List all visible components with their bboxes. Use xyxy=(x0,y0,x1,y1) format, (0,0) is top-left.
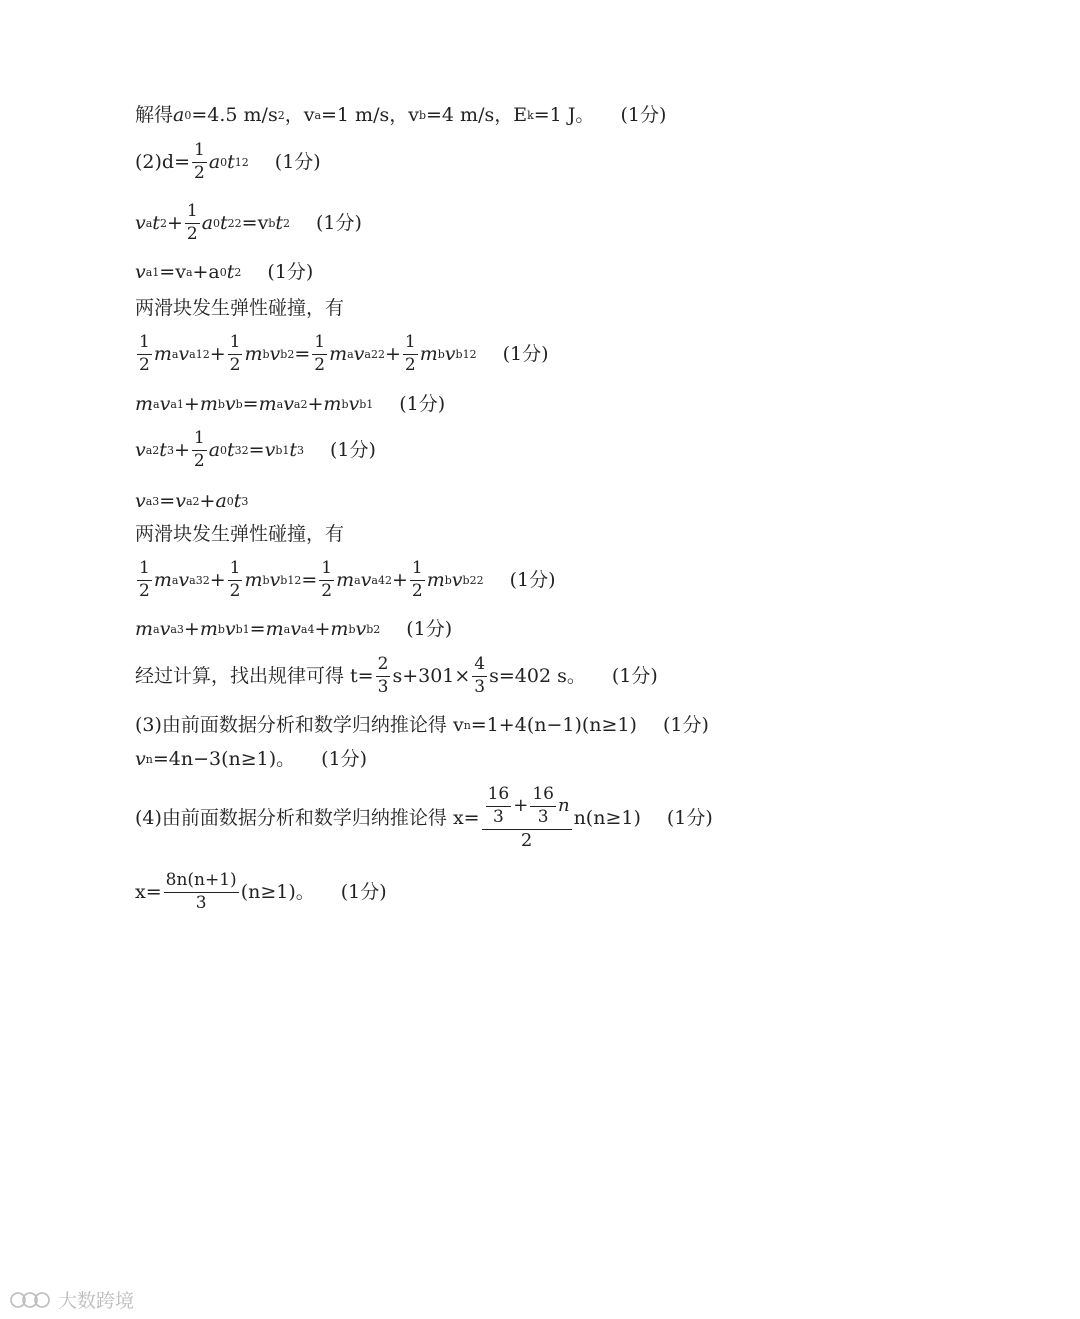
sup: 2 xyxy=(384,573,392,587)
sub: 1 xyxy=(234,155,242,169)
var: m xyxy=(135,618,154,640)
var: m xyxy=(199,393,218,415)
sub: a xyxy=(276,398,284,411)
var: v xyxy=(355,618,367,640)
var: m xyxy=(153,568,172,591)
sub: b xyxy=(217,623,225,636)
sub: a xyxy=(185,266,193,279)
watermark-text: 大数跨境 xyxy=(58,1290,135,1312)
var: v xyxy=(178,568,190,591)
op: + xyxy=(183,393,200,415)
sub: a xyxy=(354,573,361,587)
sub: b xyxy=(217,398,225,411)
var: v xyxy=(135,748,146,770)
num: 1 xyxy=(403,334,418,355)
var: v xyxy=(360,568,372,591)
sub: a2 xyxy=(185,495,200,508)
text: =1 J。 xyxy=(533,104,595,126)
score-label: (1分) xyxy=(340,880,387,903)
var: v xyxy=(283,393,294,415)
var: v xyxy=(175,490,186,512)
var: v xyxy=(290,618,301,640)
momentum-eq-2 xyxy=(135,620,452,639)
num: 1 xyxy=(192,142,207,163)
sub: k xyxy=(527,109,534,122)
fraction xyxy=(403,334,418,375)
var: m xyxy=(419,342,438,365)
sub: b xyxy=(437,347,445,361)
var: v xyxy=(135,438,146,461)
var: t xyxy=(226,261,235,283)
sub: a4 xyxy=(371,573,385,587)
var: t xyxy=(289,438,297,461)
fraction xyxy=(228,334,243,375)
sub: 0 xyxy=(184,109,192,122)
den: 2 xyxy=(520,829,533,851)
sub: b xyxy=(262,573,270,587)
sub: a xyxy=(314,109,321,122)
var: v xyxy=(135,211,146,234)
den: 2 xyxy=(314,354,326,375)
num: 1 xyxy=(228,560,243,581)
op: + xyxy=(199,490,216,512)
fraction xyxy=(228,560,243,601)
sub: b1 xyxy=(455,347,470,361)
den: 2 xyxy=(139,580,150,601)
var: v xyxy=(178,342,190,365)
sub: a3 xyxy=(145,495,160,508)
sub: b xyxy=(268,216,276,230)
fraction xyxy=(164,872,239,913)
var: m xyxy=(258,393,277,415)
sup: 2 xyxy=(277,109,285,122)
fraction xyxy=(472,656,487,697)
var: v xyxy=(135,490,146,512)
text: =1 m/s，v xyxy=(321,104,419,126)
watermark xyxy=(10,1286,134,1313)
den: 2 xyxy=(404,354,416,375)
score-label: (1分) xyxy=(330,438,376,461)
sub: a xyxy=(145,216,153,230)
op: + xyxy=(513,794,529,816)
sub: b2 xyxy=(462,573,477,587)
op: + xyxy=(307,393,324,415)
score-label: (1分) xyxy=(620,104,667,126)
sub: b1 xyxy=(359,398,374,411)
num: 1 xyxy=(228,334,243,355)
score-label: (1分) xyxy=(316,211,362,234)
num: 1 xyxy=(312,334,327,355)
var: a xyxy=(215,490,227,512)
text: =1+4(n−1)(n≥1) xyxy=(470,714,637,736)
sub: 2 xyxy=(227,216,235,230)
sub: a3 xyxy=(189,573,203,587)
sub: a xyxy=(153,623,160,636)
text: 经过计算，找出规律可得 t= xyxy=(135,664,374,687)
var: v xyxy=(348,393,360,415)
text: +a xyxy=(192,261,220,283)
den: 3 xyxy=(537,806,549,827)
score-label: (1分) xyxy=(509,568,556,591)
den: 2 xyxy=(193,450,205,471)
den: 2 xyxy=(229,580,241,601)
var: a xyxy=(201,211,214,234)
sub: b1 xyxy=(235,623,250,636)
sub: a xyxy=(171,573,179,587)
text: =4 m/s，E xyxy=(426,104,528,126)
var: m xyxy=(323,393,342,415)
sub: a xyxy=(283,623,291,636)
fraction xyxy=(192,430,207,471)
var: m xyxy=(265,618,284,640)
op: + xyxy=(183,618,200,640)
sub: b xyxy=(444,573,452,587)
sub: a1 xyxy=(170,398,184,411)
sub: 2 xyxy=(283,216,290,230)
sub: 3 xyxy=(234,443,242,457)
var: v xyxy=(353,342,365,365)
num: 2 xyxy=(376,656,391,677)
score-label: (1分) xyxy=(666,806,713,829)
den: 3 xyxy=(377,676,389,697)
text: =v xyxy=(241,211,269,234)
sub: b xyxy=(348,623,356,636)
var: m xyxy=(330,618,349,640)
sub: 0 xyxy=(220,155,228,169)
var: m xyxy=(426,568,445,591)
sub: b1 xyxy=(275,443,290,457)
equation-va1 xyxy=(135,263,313,282)
time-result-line xyxy=(135,656,658,697)
sup: 2 xyxy=(241,443,249,457)
var: m xyxy=(244,342,263,365)
sup: 2 xyxy=(202,573,210,587)
var: v xyxy=(269,342,281,365)
den: 2 xyxy=(139,354,150,375)
text: 解得 xyxy=(135,104,174,126)
score-label: (1分) xyxy=(399,393,446,415)
score-label: (1分) xyxy=(611,664,658,687)
text: =4.5 m/s xyxy=(191,104,278,126)
fraction xyxy=(319,560,334,601)
den: 3 xyxy=(195,892,207,913)
op: + xyxy=(209,568,226,591)
compound-fraction xyxy=(482,786,572,851)
var: v xyxy=(135,261,146,283)
momentum-eq-1 xyxy=(135,395,445,414)
num: 1 xyxy=(192,430,207,451)
sub: n xyxy=(463,719,471,732)
sub: a xyxy=(347,347,354,361)
score-label: (1分) xyxy=(321,748,368,770)
num: 8n(n+1) xyxy=(164,872,239,893)
var: v xyxy=(269,568,281,591)
sub: a3 xyxy=(170,623,184,636)
var: v xyxy=(159,618,171,640)
sup: 2 xyxy=(294,573,302,587)
sub: 0 xyxy=(226,495,234,508)
var: t xyxy=(233,490,242,512)
var: a xyxy=(208,150,221,173)
fraction xyxy=(410,560,425,601)
var: v xyxy=(451,568,463,591)
den: 2 xyxy=(186,223,198,244)
sub: 0 xyxy=(220,443,228,457)
sub: a xyxy=(153,398,160,411)
sub: b xyxy=(341,398,349,411)
text: s=402 s。 xyxy=(489,664,586,687)
sub: a xyxy=(171,347,179,361)
sub: 2 xyxy=(234,266,242,279)
equation-va3 xyxy=(135,492,248,511)
var: t xyxy=(227,150,235,173)
var: v xyxy=(264,438,276,461)
sub: a2 xyxy=(145,443,160,457)
sub: 2 xyxy=(159,216,167,230)
var: m xyxy=(336,568,355,591)
sup: 2 xyxy=(234,216,242,230)
var: m xyxy=(153,342,172,365)
sub: a4 xyxy=(300,623,315,636)
op: = xyxy=(159,490,176,512)
text: (n≥1)。 xyxy=(240,880,315,903)
var: v xyxy=(159,393,171,415)
score-label: (1分) xyxy=(502,342,549,365)
sub: a2 xyxy=(293,398,308,411)
sub: b1 xyxy=(280,573,295,587)
fraction xyxy=(185,203,200,244)
num xyxy=(482,786,572,830)
text: x= xyxy=(135,880,162,903)
op: + xyxy=(391,568,408,591)
fraction xyxy=(312,334,327,375)
var: v xyxy=(444,342,456,365)
score-label: (1分) xyxy=(406,618,453,640)
sup: 2 xyxy=(202,347,210,361)
num: 16 xyxy=(486,786,512,807)
equation-d xyxy=(135,142,321,183)
var: v xyxy=(224,618,236,640)
var: a xyxy=(208,438,221,461)
fraction xyxy=(486,786,512,827)
var: t xyxy=(159,438,167,461)
sup: 2 xyxy=(469,347,477,361)
den: 2 xyxy=(321,580,333,601)
var: t xyxy=(227,438,235,461)
fraction xyxy=(530,786,556,827)
num: 1 xyxy=(410,560,425,581)
sub: 3 xyxy=(166,443,174,457)
sub: b xyxy=(418,109,426,122)
sup: 2 xyxy=(241,155,249,169)
sub: 3 xyxy=(241,495,249,508)
collision-text-1 xyxy=(135,299,344,318)
text: (4)由前面数据分析和数学归纳推论得 x= xyxy=(135,806,480,829)
sub: 0 xyxy=(213,216,221,230)
sub: a2 xyxy=(364,347,378,361)
var: m xyxy=(135,393,154,415)
var: n xyxy=(557,794,570,816)
score-label: (1分) xyxy=(274,150,321,173)
fraction xyxy=(137,560,152,601)
op: = xyxy=(301,568,318,591)
var: m xyxy=(199,618,218,640)
sup: 2 xyxy=(476,573,484,587)
text: (2)d= xyxy=(135,150,190,173)
text: =4n−3(n≥1)。 xyxy=(152,748,296,770)
result-line-1 xyxy=(135,106,666,125)
op: + xyxy=(166,211,183,234)
sub: b xyxy=(262,347,270,361)
sub: n xyxy=(145,753,153,766)
sub: 0 xyxy=(219,266,227,279)
collision-text-2 xyxy=(135,525,344,544)
var: t xyxy=(220,211,228,234)
sup: 2 xyxy=(377,347,385,361)
op: = xyxy=(249,618,266,640)
equation-t3 xyxy=(135,430,376,471)
part4-line-1 xyxy=(135,786,713,851)
var: m xyxy=(329,342,348,365)
op: + xyxy=(314,618,331,640)
op: + xyxy=(173,438,190,461)
num: 1 xyxy=(137,334,152,355)
var: m xyxy=(244,568,263,591)
var: v xyxy=(224,393,236,415)
num: 16 xyxy=(530,786,556,807)
text: 两滑块发生弹性碰撞，有 xyxy=(135,523,345,545)
var: t xyxy=(152,211,160,234)
den: 2 xyxy=(411,580,423,601)
num: 1 xyxy=(319,560,334,581)
part4-line-2 xyxy=(135,872,387,913)
var: t xyxy=(275,211,283,234)
num: 1 xyxy=(137,560,152,581)
fraction xyxy=(137,334,152,375)
sub: b2 xyxy=(366,623,381,636)
fraction xyxy=(192,142,207,183)
sub: a1 xyxy=(145,266,160,279)
var: a xyxy=(173,104,185,126)
text: s+301× xyxy=(392,664,471,687)
op: + xyxy=(384,342,401,365)
text: n(n≥1) xyxy=(573,806,641,829)
op: = xyxy=(294,342,311,365)
energy-eq-1 xyxy=(135,334,549,375)
score-label: (1分) xyxy=(662,714,709,736)
op: + xyxy=(209,342,226,365)
sup: 2 xyxy=(287,347,295,361)
energy-eq-2 xyxy=(135,560,556,601)
den: 2 xyxy=(194,162,205,183)
op: = xyxy=(242,393,259,415)
sub: 3 xyxy=(297,443,304,457)
watermark-logo-icon xyxy=(10,1289,52,1311)
den: 3 xyxy=(474,676,486,697)
text: 两滑块发生弹性碰撞，有 xyxy=(135,297,345,319)
den: 2 xyxy=(229,354,241,375)
equation-t2 xyxy=(135,203,362,244)
text: (3)由前面数据分析和数学归纳推论得 v xyxy=(135,714,464,736)
text: =v xyxy=(159,261,186,283)
text: ，v xyxy=(284,104,315,126)
op: = xyxy=(248,438,265,461)
fraction xyxy=(376,656,391,697)
part3-line-2 xyxy=(135,750,367,769)
sub: b xyxy=(280,347,288,361)
part3-line-1 xyxy=(135,716,709,735)
score-label: (1分) xyxy=(267,261,314,283)
den: 3 xyxy=(493,806,504,827)
sub: a1 xyxy=(189,347,203,361)
num: 4 xyxy=(472,656,487,677)
sub: b xyxy=(235,398,243,411)
num: 1 xyxy=(185,203,200,224)
